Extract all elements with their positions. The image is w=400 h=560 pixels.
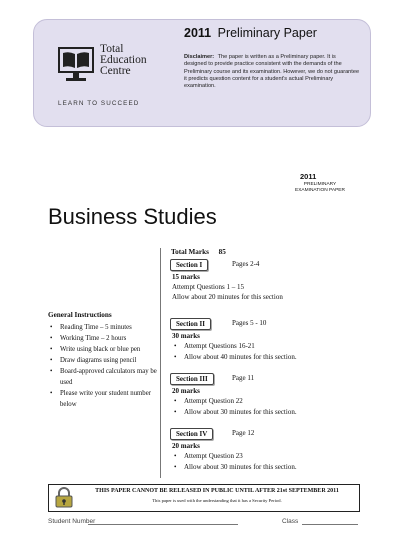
section-2-bullet: • Attempt Questions 16-21 xyxy=(172,341,297,352)
disclaimer-line: paper. It is designed to provide practice consistent xyxy=(184,54,336,68)
section-4-bullet: • Allow about 30 minutes for this section. xyxy=(172,462,297,473)
section-3-label: Section III xyxy=(170,373,214,385)
exam-type-line: PRELIMINARY xyxy=(303,182,337,187)
student-number-field[interactable] xyxy=(88,524,238,525)
exam-type xyxy=(290,182,350,194)
section-4-label: Section IV xyxy=(170,428,213,440)
exam-year: 2011 xyxy=(300,172,317,181)
paper-title-text: Preliminary Paper xyxy=(217,26,317,40)
disclaimer xyxy=(184,54,360,90)
tec-logo xyxy=(56,44,166,118)
section-3-bullets xyxy=(172,396,297,418)
disclaimer-line: examination. However, we do not guarantee it xyxy=(184,68,360,82)
column-divider xyxy=(160,248,161,478)
section-2-marks: 30 marks xyxy=(172,332,200,340)
disclaimer-line: The paper is written as a Preliminary xyxy=(217,54,309,60)
exam-type-line: EXAMINATION PAPER xyxy=(295,188,345,193)
disclaimer-line: predicts question content for a student's actual xyxy=(188,75,304,82)
disclaimer-line: Preliminary examination. xyxy=(184,75,334,90)
disclaimer-line: with the demands of the Preliminary course and its xyxy=(184,61,342,75)
paper-title xyxy=(184,26,317,40)
section-1-pages: Pages 2-4 xyxy=(232,260,260,268)
section-4-bullet: • Attempt Question 23 xyxy=(172,451,297,462)
paper-year: 2011 xyxy=(184,26,212,40)
total-marks-value: 85 xyxy=(218,248,226,256)
section-2-bullet: • Allow about 40 minutes for this section. xyxy=(172,352,297,363)
section-2-bullets xyxy=(172,341,297,363)
section-3-bullet: • Allow about 30 minutes for this section. xyxy=(172,407,297,418)
padlock-icon xyxy=(54,487,74,508)
instruction-item: • Write using black or blue pen xyxy=(48,344,160,355)
release-notice xyxy=(48,484,360,512)
section-3-marks: 20 marks xyxy=(172,387,200,395)
general-instructions-title: General Instructions xyxy=(48,311,112,319)
disclaimer-label: Disclaimer: xyxy=(184,54,215,60)
general-instructions-list xyxy=(48,322,160,410)
section-4-bullets xyxy=(172,451,297,473)
section-1-line: Allow about 20 minutes for this section xyxy=(172,293,283,301)
section-3-pages: Page 11 xyxy=(232,374,255,382)
section-2-label: Section II xyxy=(170,318,211,330)
header-banner xyxy=(33,19,371,127)
section-2-pages: Pages 5 - 10 xyxy=(232,319,267,327)
instruction-item: • Board-approved calculators may be used xyxy=(48,366,160,388)
total-marks-label: Total Marks xyxy=(171,248,209,256)
book-monitor-icon xyxy=(56,46,96,84)
total-marks xyxy=(171,248,226,256)
notice-main-text: THIS PAPER CANNOT BE RELEASED IN PUBLIC UNTIL AFTER 21st SEPTEMBER 2011 xyxy=(95,488,339,494)
instruction-item: • Working Time – 2 hours xyxy=(48,333,160,344)
logo-line: Total xyxy=(100,43,124,55)
section-3-bullet: • Attempt Question 22 xyxy=(172,396,297,407)
section-1-marks: 15 marks xyxy=(172,273,200,281)
section-1-line: Attempt Questions 1 – 15 xyxy=(172,283,244,291)
notice-sub-text: This paper is used with the understanding that it has a Security Period. xyxy=(152,498,282,503)
instruction-item: • Please write your student number below xyxy=(48,388,160,410)
section-1-label: Section I xyxy=(170,259,208,271)
logo-name xyxy=(100,44,170,77)
logo-line: Centre xyxy=(100,65,131,77)
logo-tagline: LEARN TO SUCCEED xyxy=(58,100,140,107)
instruction-item: • Reading Time – 5 minutes xyxy=(48,322,160,333)
class-label: Class xyxy=(282,518,299,525)
section-4-pages: Page 12 xyxy=(232,429,255,437)
instruction-item: • Draw diagrams using pencil xyxy=(48,355,160,366)
subject-title: Business Studies xyxy=(48,204,217,229)
class-field[interactable] xyxy=(302,524,358,525)
section-4-marks: 20 marks xyxy=(172,442,200,450)
logo-line: Education xyxy=(100,54,147,66)
student-number-label: Student Number xyxy=(48,518,96,525)
